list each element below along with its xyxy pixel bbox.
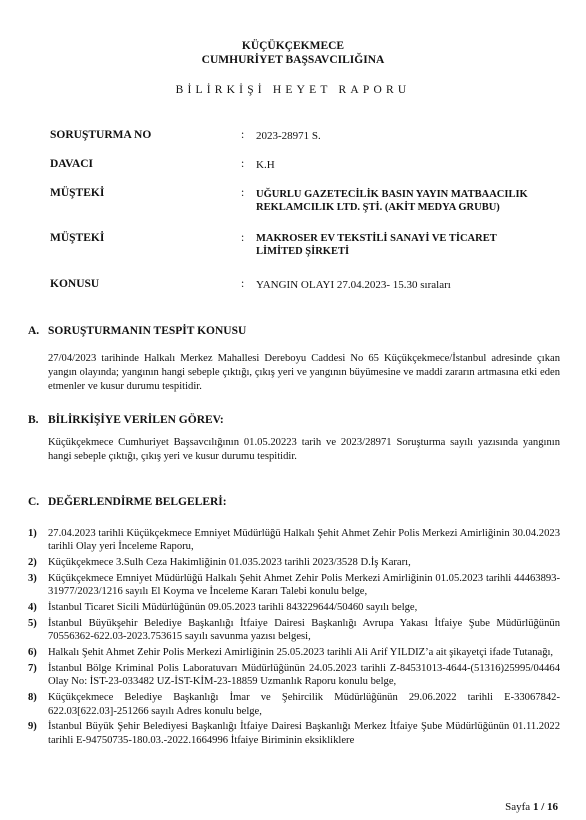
list-item-number: 5) xyxy=(28,618,37,629)
documents-list xyxy=(28,527,560,750)
complainant-2-value xyxy=(256,232,576,258)
section-b-heading xyxy=(28,414,224,426)
list-item xyxy=(28,527,560,554)
complainant-1-line-2: REKLAMCILIK LTD. ŞTİ. (AKİT MEDYA GRUBU) xyxy=(256,202,500,213)
list-item-number: 7) xyxy=(28,663,37,674)
complainant-2-label: MÜŞTEKİ xyxy=(50,232,105,244)
complainant-2-line-2: LİMİTED ŞİRKETİ xyxy=(256,246,350,257)
list-item-number: 8) xyxy=(28,692,37,704)
list-item-number: 9) xyxy=(28,721,37,733)
list-item-text: İstanbul Bölge Kriminal Polis Laboratuvarı Müdürlüğünün 24.05.2023 tarihli Z-84531013-4644-(51316)25995/04464 Olay No: İST-23-033482 UZ-İST-KİM-23-18859 Uzmanlık Raporu konulu belge, xyxy=(48,663,560,688)
complainant-1-value xyxy=(256,188,576,214)
section-c-letter: C. xyxy=(28,496,40,508)
list-item-number: 4) xyxy=(28,602,37,614)
list-item-text: Küçükçekmece 3.Sulh Ceza Hakimliğinin 01.035.2023 tarihli 2023/3528 D.İş Kararı, xyxy=(48,557,411,569)
list-item-text: Küçükçekmece Belediye Başkanlığı İmar ve Şehircilik Müdürlüğünün 29.06.2022 tarihli E-33067842-622.03[622.03]-251266 sayılı Adres konulu belge, xyxy=(48,692,560,717)
plaintiff-colon: : xyxy=(241,158,245,170)
complainant-1-line-1: UĞURLU GAZETECİLİK BASIN YAYIN MATBAACILIK xyxy=(256,189,528,200)
header-line-2: CUMHURİYET BAŞSAVCILIĞINA xyxy=(201,54,385,66)
list-item xyxy=(28,556,560,569)
report-title: BİLİRKİŞİ HEYET RAPORU xyxy=(175,84,411,96)
list-item-text: İstanbul Ticaret Sicili Müdürlüğünün 09.05.2023 tarihli 843229644/50460 sayılı belge, xyxy=(48,602,418,614)
list-item-text: Halkalı Şehit Ahmet Zehir Polis Merkezi Amirliğinin 25.05.2023 tarihli Ali Arif YILDIZ’a ait şikayetçi ifade Tutanağı, xyxy=(48,647,554,659)
complainant-1-label: MÜŞTEKİ xyxy=(50,187,105,199)
list-item xyxy=(28,572,560,599)
investigation-value: 2023-28971 S. xyxy=(256,130,321,142)
list-item-number: 6) xyxy=(28,647,37,659)
list-item-text: İstanbul Büyük Şehir Belediyesi Başkanlığı İtfaiye Dairesi Başkanlığı Merkez İtfaiye Şube Müdürlüğünün 01.11.2022 tarihli E-94750735-180.03.-2022.1664996 İtfaiye Biriminin eksikliklere xyxy=(48,721,560,746)
list-item xyxy=(28,691,560,718)
list-item xyxy=(28,662,560,689)
subject-label: KONUSU xyxy=(50,278,100,290)
page-separator: / xyxy=(541,801,545,813)
list-item xyxy=(28,617,560,644)
page-total: 16 xyxy=(547,801,558,813)
complainant-2-line-1: MAKROSER EV TEKSTİLİ SANAYİ VE TİCARET xyxy=(256,233,497,244)
investigation-colon: : xyxy=(241,129,245,141)
section-a-letter: A. xyxy=(28,325,40,337)
list-item-text: 27.04.2023 tarihli Küçükçekmece Emniyet Müdürlüğü Halkalı Şehit Ahmet Zehir Polis Merkezi Amirliğinin 30.04.2023 tarihli Olay yeri İnceleme Raporu, xyxy=(48,528,560,553)
section-b-letter: B. xyxy=(28,414,39,426)
list-item-number: 3) xyxy=(28,573,37,584)
list-item-text: İstanbul Büyükşehir Belediye Başkanlığı İtfaiye Dairesi Başkanlığı Avrupa Yakası İtfaiye Şube Müdürlüğünün 70556362-622.03-2023.753615 sayılı savunma yazısı belgesi, xyxy=(48,618,560,643)
section-b-text: Küçükçekmece Cumhuriyet Başsavcılığının 01.05.20223 tarih ve 2023/28971 Soruşturma sayılı yazısında yangının hangi sebeple çıktığı, çıkış yeri ve kusur durumu tespitidir. xyxy=(48,437,560,462)
page-current: 1 xyxy=(532,801,539,813)
header-line-1: KÜÇÜKÇEKMECE xyxy=(241,40,345,52)
list-item xyxy=(28,646,560,659)
list-item xyxy=(28,720,560,747)
list-item-number: 1) xyxy=(28,528,37,539)
section-a-heading xyxy=(28,325,246,337)
subject-colon: : xyxy=(241,278,245,290)
page-label: Sayfa xyxy=(505,801,531,813)
section-c-title: DEĞERLENDİRME BELGELERİ: xyxy=(48,496,227,508)
list-item-number: 2) xyxy=(28,557,37,569)
list-item-text: Küçükçekmece Emniyet Müdürlüğü Halkalı Şehit Ahmet Zehir Polis Merkezi Amirliğinin 01.05.2023 tarihli 44463893-31977/2023/1216 sayılı El Koyma ve İnceleme Kararı Talebi konulu belge, xyxy=(48,573,560,598)
page-number xyxy=(505,801,558,813)
section-a-title: SORUŞTURMANIN TESPİT KONUSU xyxy=(48,325,247,337)
complainant-1-colon: : xyxy=(241,187,245,199)
complainant-2-colon: : xyxy=(241,232,245,244)
section-b-title: BİLİRKİŞİYE VERİLEN GÖREV: xyxy=(48,414,224,426)
plaintiff-label: DAVACI xyxy=(50,158,94,170)
subject-value: YANGIN OLAYI 27.04.2023- 15.30 sıraları xyxy=(256,279,451,291)
plaintiff-value: K.H xyxy=(256,159,275,171)
investigation-label: SORUŞTURMA NO xyxy=(50,129,152,141)
section-c-heading xyxy=(28,496,227,508)
section-a-text: 27/04/2023 tarihinde Halkalı Merkez Mahallesi Dereboyu Caddesi No 65 Küçükçekmece/İstanbul adresinde çıkan yangın olayında; yangının hangi sebeple çıktığı, çıkış yeri ve yangının büyümesine ve maddi zararın artmasına etki eden etmenler ve kusur durumu tespitidir. xyxy=(48,353,560,392)
list-item xyxy=(28,601,560,614)
